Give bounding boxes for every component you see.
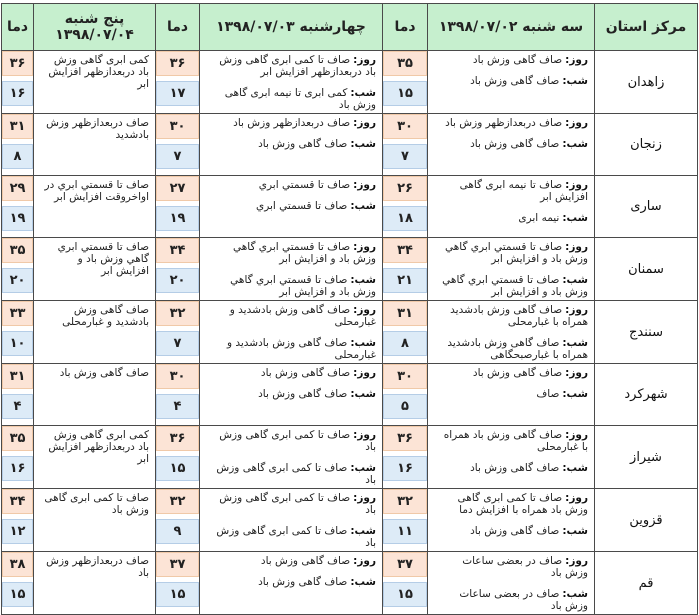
day2-day-text: صاف تا کمی ابری گاهی وزش باد [219,429,376,453]
day1-night-text: صاف تا قسمتي ابري گاهي وزش باد و افزايش ابر [442,274,588,298]
day1-night-text: صاف گاهی وزش باد [470,462,560,474]
day1-temperature [383,489,428,552]
day2-max-temp: ۳۷ [156,552,199,577]
header-day3: پنج شنبه ۱۳۹۸/۰۷/۰۴ [34,4,156,51]
night-label: شب: [562,525,588,537]
table-row [2,238,698,301]
day2-day-forecast [200,51,382,80]
day2-night-text: صاف تا کمی ابری گاهی وزش باد [216,462,376,486]
night-label: شب: [350,87,376,99]
day2-forecast [200,238,383,301]
header-temp-day3: دما [2,4,34,51]
day2-max-temp: ۳۰ [156,114,199,139]
day1-day-forecast [428,552,594,581]
province-name: شهرکرد [595,364,698,426]
day2-night-text: صاف گاهی وزش باد [258,576,348,588]
day3-forecast-text: صاف گاهی وزش باد [59,367,149,379]
day2-night-text: صاف تا قسمتي ابري گاهي وزش باد و افزايش ابر [230,274,376,298]
day-label: روز: [353,241,376,253]
table-row [2,51,698,114]
day2-day-forecast [200,114,382,131]
day3-temperature [2,238,34,301]
day1-temperature [383,176,428,238]
day2-forecast [200,489,383,552]
night-label: شب: [350,138,376,150]
day3-forecast-text: صاف دربعدازظهر وزش بادشدید [46,117,149,141]
day1-max-temp: ۳۰ [383,114,427,139]
day1-night-forecast [428,72,594,89]
day1-night-forecast [428,522,594,539]
day3-forecast-text: صاف تا قسمتي ابري گاهي وزش باد و افزايش ابر [57,241,149,277]
night-label: شب: [562,75,588,87]
day2-night-forecast [200,271,382,300]
day3-min-temp: ۱۶ [2,456,33,481]
day3-forecast [34,489,156,552]
day1-day-text: صاف تا کمی ابری گاهی وزش باد همراه با افزایش دما [457,492,588,516]
day1-night-forecast [428,585,594,614]
day3-max-temp: ۳۱ [2,114,33,139]
day1-night-text: صاف گاهی وزش باد [470,138,560,150]
day3-temperature [2,489,34,552]
day2-min-temp: ۷ [156,144,199,169]
day-label: روز: [565,429,588,441]
day1-temperature [383,301,428,364]
day2-night-text: صاف تا قسمتي ابري [255,200,348,212]
day3-min-temp: ۱۹ [2,206,33,231]
day1-forecast [428,51,595,114]
day3-temperature [2,301,34,364]
day-label: روز: [565,555,588,567]
province-name: ساری [595,176,698,238]
day1-forecast [428,552,595,615]
day-label: روز: [353,117,376,129]
day2-max-temp: ۳۴ [156,238,199,263]
day3-min-temp: ۱۲ [2,519,33,544]
day1-temperature [383,364,428,426]
night-label: شب: [562,212,588,224]
day2-night-text: صاف گاهی وزش باد [258,138,348,150]
day-label: روز: [565,492,588,504]
day3-temperature [2,51,34,114]
day2-min-temp: ۲۰ [156,268,199,293]
day2-max-temp: ۳۶ [156,51,199,76]
day1-min-temp: ۷ [383,144,427,169]
day1-day-forecast [428,364,594,381]
day-label: روز: [353,304,376,316]
day1-day-text: صاف گاهی وزش باد [472,54,563,66]
day3-temperature [2,114,34,176]
day2-day-text: صاف تا قسمتي ابري [258,179,351,191]
day3-max-temp: ۳۵ [2,426,33,451]
day2-forecast [200,301,383,364]
day-label: روز: [353,555,376,567]
header-province: مرکز استان [595,4,698,51]
table-row [2,364,698,426]
province-name: زنجان [595,114,698,176]
day1-night-text: نیمه ابری [518,212,560,224]
day3-forecast [34,176,156,238]
night-label: شب: [350,462,376,474]
day1-max-temp: ۳۷ [383,552,427,577]
day3-max-temp: ۳۳ [2,301,33,326]
day2-temperature [156,176,200,238]
day1-day-forecast [428,176,594,205]
day3-min-temp: ۱۰ [2,331,33,356]
day3-min-temp: ۱۶ [2,81,33,106]
header-temp-day2: دما [156,4,200,51]
day3-temperature [2,364,34,426]
day1-night-forecast [428,459,594,476]
day3-min-temp: ۱۵ [2,582,33,607]
day1-night-forecast [428,209,594,226]
day2-forecast [200,51,383,114]
day1-day-forecast [428,426,594,455]
province-name: سنندج [595,301,698,364]
day2-night-text: صاف گاهی وزش باد [258,388,348,400]
day-label: روز: [565,241,588,253]
day2-night-text: کمی ابری تا نیمه ابری گاهی وزش باد [224,87,376,111]
day3-forecast [34,301,156,364]
header-day1: سه شنبه ۱۳۹۸/۰۷/۰۲ [428,4,595,51]
day3-min-temp: ۴ [2,394,33,419]
day3-max-temp: ۲۹ [2,176,33,201]
day1-night-text: صاف [536,388,560,400]
night-label: شب: [562,274,588,286]
day-label: روز: [353,179,376,191]
day2-forecast [200,426,383,489]
night-label: شب: [350,274,376,286]
day2-day-text: صاف تا کمی ابری گاهی وزش باد [219,492,376,516]
day1-night-forecast [428,385,594,402]
day3-temperature [2,552,34,615]
day1-min-temp: ۱۶ [383,456,427,481]
day3-forecast-text: صاف گاهی وزش بادشدید و غبارمحلی [62,304,149,328]
day2-max-temp: ۳۲ [156,301,199,326]
day1-day-text: صاف در بعضی ساعات وزش باد [462,555,588,579]
day2-min-temp: ۱۵ [156,456,199,481]
day2-day-text: صاف گاهی وزش باد [260,367,351,379]
day2-temperature [156,114,200,176]
day2-temperature [156,426,200,489]
day3-max-temp: ۳۵ [2,238,33,263]
day1-day-text: صاف گاهی وزش باد [472,367,563,379]
day1-max-temp: ۳۶ [383,426,427,451]
table-row [2,114,698,176]
day2-min-temp: ۱۷ [156,81,199,106]
day2-day-forecast [200,176,382,193]
day1-day-forecast [428,114,594,131]
day2-forecast [200,176,383,238]
forecast-table [1,3,698,615]
day-label: روز: [353,429,376,441]
night-label: شب: [350,388,376,400]
day2-night-forecast [200,385,382,402]
day1-forecast [428,489,595,552]
day1-night-forecast [428,334,594,363]
day1-max-temp: ۳۲ [383,489,427,514]
day3-forecast-text: صاف دربعدازظهر وزش باد [46,555,149,579]
day2-forecast [200,552,383,615]
day-label: روز: [565,117,588,129]
day1-forecast [428,301,595,364]
day1-night-text: صاف گاهی وزش بادشدید همراه با غبارصبحگاهی [447,337,588,361]
day-label: روز: [565,367,588,379]
day2-day-forecast [200,426,382,455]
day2-forecast [200,114,383,176]
day1-day-forecast [428,489,594,518]
night-label: شب: [350,337,376,349]
day1-min-temp: ۸ [383,331,427,356]
day3-forecast [34,426,156,489]
day2-max-temp: ۳۰ [156,364,199,389]
day2-night-text: صاف تا کمی ابری گاهی وزش باد [216,525,376,549]
province-name: قم [595,552,698,615]
day2-day-text: صاف تا قسمتي ابري گاهي وزش باد و افزايش ابر [232,241,376,265]
day1-max-temp: ۲۶ [383,176,427,201]
day3-temperature [2,176,34,238]
day1-min-temp: ۱۱ [383,519,427,544]
day1-max-temp: ۳۰ [383,364,427,389]
table-row [2,426,698,489]
day2-max-temp: ۲۷ [156,176,199,201]
day1-day-forecast [428,51,594,68]
day3-forecast [34,114,156,176]
day2-temperature [156,552,200,615]
day1-night-text: صاف گاهی وزش باد [470,75,560,87]
day3-forecast [34,552,156,615]
day2-day-text: صاف تا کمی ابری گاهی وزش باد دربعدازظهر افزایش ابر [219,54,376,78]
day1-min-temp: ۱۵ [383,81,427,106]
day1-forecast [428,114,595,176]
day2-day-text: صاف دربعدازظهر وزش باد [233,117,351,129]
day2-min-temp: ۹ [156,519,199,544]
day1-forecast [428,176,595,238]
day1-min-temp: ۱۸ [383,206,427,231]
day2-min-temp: ۱۹ [156,206,199,231]
day2-night-forecast [200,197,382,214]
day2-temperature [156,301,200,364]
day3-max-temp: ۳۶ [2,51,33,76]
day1-forecast [428,364,595,426]
day1-day-forecast [428,238,594,267]
day-label: روز: [565,179,588,191]
day1-day-text: صاف گاهی وزش بادشدید همراه با غبارمحلی [450,304,588,328]
day3-min-temp: ۲۰ [2,268,33,293]
day1-temperature [383,426,428,489]
day2-night-forecast [200,84,382,113]
day2-day-forecast [200,301,382,330]
day2-min-temp: ۱۵ [156,582,199,607]
day2-max-temp: ۳۶ [156,426,199,451]
night-label: شب: [562,337,588,349]
day3-temperature [2,426,34,489]
day1-max-temp: ۳۱ [383,301,427,326]
day2-max-temp: ۳۲ [156,489,199,514]
day1-day-text: صاف تا نیمه ابری گاهی افزایش ابر [459,179,588,203]
day1-temperature [383,238,428,301]
day1-day-text: صاف دربعدازظهر وزش باد [445,117,563,129]
day3-forecast-text: صاف تا کمی ابری گاهی وزش باد [44,492,149,516]
day2-day-forecast [200,552,382,569]
day1-min-temp: ۲۱ [383,268,427,293]
day-label: روز: [353,367,376,379]
table-row [2,489,698,552]
day1-min-temp: ۵ [383,394,427,419]
day2-day-text: صاف گاهی وزش بادشدید و غبارمحلی [229,304,376,328]
day2-temperature [156,364,200,426]
table-row [2,176,698,238]
day3-forecast-text: کمی ابری گاهی وزش باد دربعدازظهر افزایش ابر [48,429,149,465]
header-day2: چهارشنبه ۱۳۹۸/۰۷/۰۳ [200,4,383,51]
night-label: شب: [350,525,376,537]
day1-temperature [383,114,428,176]
day3-max-temp: ۳۴ [2,489,33,514]
day2-temperature [156,51,200,114]
day3-forecast-text: کمی ابری گاهی وزش باد دربعدازظهر افزایش ابر [48,54,149,90]
day1-night-forecast [428,135,594,152]
day2-night-forecast [200,459,382,488]
table-row [2,301,698,364]
day2-night-forecast [200,135,382,152]
night-label: شب: [562,138,588,150]
day-label: روز: [565,54,588,66]
day3-forecast [34,364,156,426]
day2-min-temp: ۷ [156,331,199,356]
day2-day-forecast [200,238,382,267]
day1-day-text: صاف تا قسمتي ابري گاهي وزش باد و افزايش ابر [444,241,588,265]
day1-forecast [428,238,595,301]
day1-temperature [383,552,428,615]
day1-day-text: صاف گاهی وزش باد همراه با غبارمحلی [443,429,588,453]
day2-temperature [156,489,200,552]
day3-min-temp: ۸ [2,144,33,169]
header-temp-day1: دما [383,4,428,51]
day2-forecast [200,364,383,426]
day3-forecast [34,238,156,301]
day2-night-forecast [200,573,382,590]
province-name: سمنان [595,238,698,301]
day3-max-temp: ۳۸ [2,552,33,577]
province-name: قزوین [595,489,698,552]
day2-min-temp: ۴ [156,394,199,419]
day2-day-forecast [200,364,382,381]
day1-min-temp: ۱۵ [383,582,427,607]
province-name: زاهدان [595,51,698,114]
province-name: شیراز [595,426,698,489]
day-label: روز: [565,304,588,316]
day3-forecast [34,51,156,114]
header-row [2,4,698,51]
day1-max-temp: ۳۵ [383,51,427,76]
night-label: شب: [350,200,376,212]
day2-temperature [156,238,200,301]
day2-night-text: صاف گاهی وزش بادشدید و غبارمحلی [226,337,376,361]
day2-day-forecast [200,489,382,518]
night-label: شب: [562,588,588,600]
day2-day-text: صاف گاهی وزش باد [260,555,351,567]
day2-night-forecast [200,522,382,551]
day1-forecast [428,426,595,489]
day1-night-text: صاف گاهی وزش باد [470,525,560,537]
night-label: شب: [562,388,588,400]
day1-day-forecast [428,301,594,330]
day2-night-forecast [200,334,382,363]
day1-temperature [383,51,428,114]
night-label: شب: [562,462,588,474]
day-label: روز: [353,54,376,66]
table-row [2,552,698,615]
day1-night-text: صاف در بعضی ساعات وزش باد [459,588,588,612]
day3-max-temp: ۳۱ [2,364,33,389]
day-label: روز: [353,492,376,504]
day1-night-forecast [428,271,594,300]
night-label: شب: [350,576,376,588]
day3-forecast-text: صاف تا قسمتي ابري در اواخروقت افزايش ابر [44,179,149,203]
day1-max-temp: ۳۴ [383,238,427,263]
